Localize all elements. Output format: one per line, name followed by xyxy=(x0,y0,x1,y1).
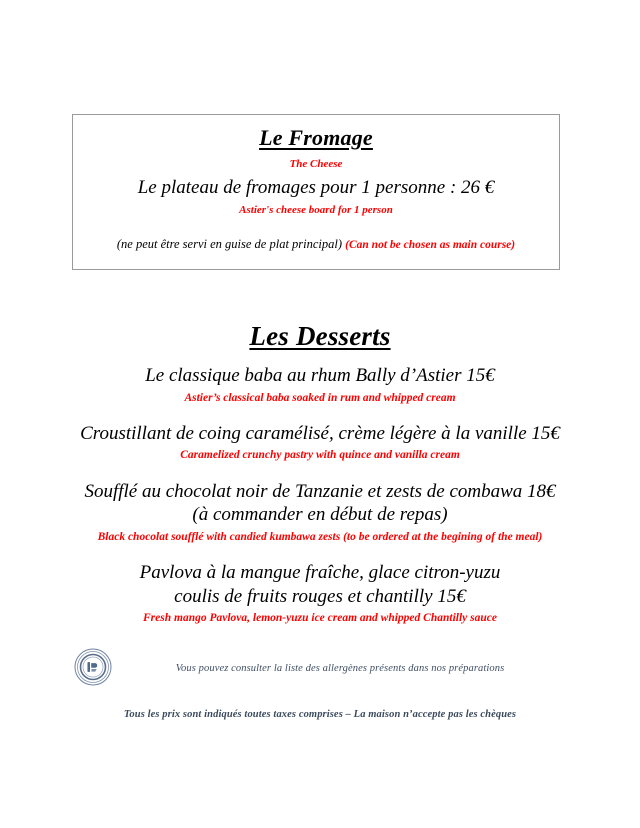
dessert-name-french xyxy=(0,364,640,387)
cheese-note-english: (Can not be chosen as main course) xyxy=(345,239,516,252)
dessert-item xyxy=(0,480,640,544)
cheese-item-translation: Astier's cheese board for 1 person xyxy=(239,204,393,217)
desserts-section xyxy=(0,322,640,626)
dessert-name-english: Caramelized crunchy pastry with quince and vanilla cream xyxy=(180,449,460,462)
dessert-name-english: Black chocolat soufflé with candied kumbawa zests (to be ordered at the begining of the meal) xyxy=(97,530,543,543)
dessert-name-english: Astier’s classical baba soaked in rum and whipped cream xyxy=(184,391,456,404)
cheese-note-french: (ne peut être servi en guise de plat principal) xyxy=(116,237,343,252)
cheese-section-title: Le Fromage xyxy=(259,125,373,150)
cheese-item-name: Le plateau de fromages pour 1 personne : 26 € xyxy=(137,177,495,199)
dessert-item xyxy=(0,561,640,625)
dessert-name-french xyxy=(0,480,640,526)
cheese-note xyxy=(73,237,559,252)
dessert-name-english: Fresh mango Pavlova, lemon-yuzu ice cream and whipped Chantilly sauce xyxy=(143,611,497,624)
dessert-name-french xyxy=(0,422,640,445)
allergens-note: Vous pouvez consulter la liste des allergènes présents dans nos préparations xyxy=(175,663,505,674)
cheese-section xyxy=(72,114,560,270)
dessert-name-line1: Le classique baba au rhum Bally d’Astier 15€ xyxy=(145,365,495,387)
dessert-name-line2: coulis de fruits rouges et chantilly 15€ xyxy=(174,585,466,607)
dessert-item xyxy=(0,422,640,463)
dessert-name-line1: Croustillant de coing caramélisé, crème légère à la vanille 15€ xyxy=(80,423,560,445)
dessert-name-line2: (à commander en début de repas) xyxy=(192,504,448,526)
prices-note: Tous les prix sont indiqués toutes taxes comprises – La maison n’accepte pas les chèques xyxy=(123,709,517,720)
dessert-name-line1: Soufflé au chocolat noir de Tanzanie et zests de combawa 18€ xyxy=(84,481,556,503)
cheese-section-title-translation: The Cheese xyxy=(289,158,343,171)
dessert-name-line1: Pavlova à la mangue fraîche, glace citron-yuzu xyxy=(139,562,501,584)
dessert-name-french xyxy=(0,561,640,607)
desserts-section-title: Les Desserts xyxy=(249,321,391,351)
dessert-item xyxy=(0,364,640,405)
